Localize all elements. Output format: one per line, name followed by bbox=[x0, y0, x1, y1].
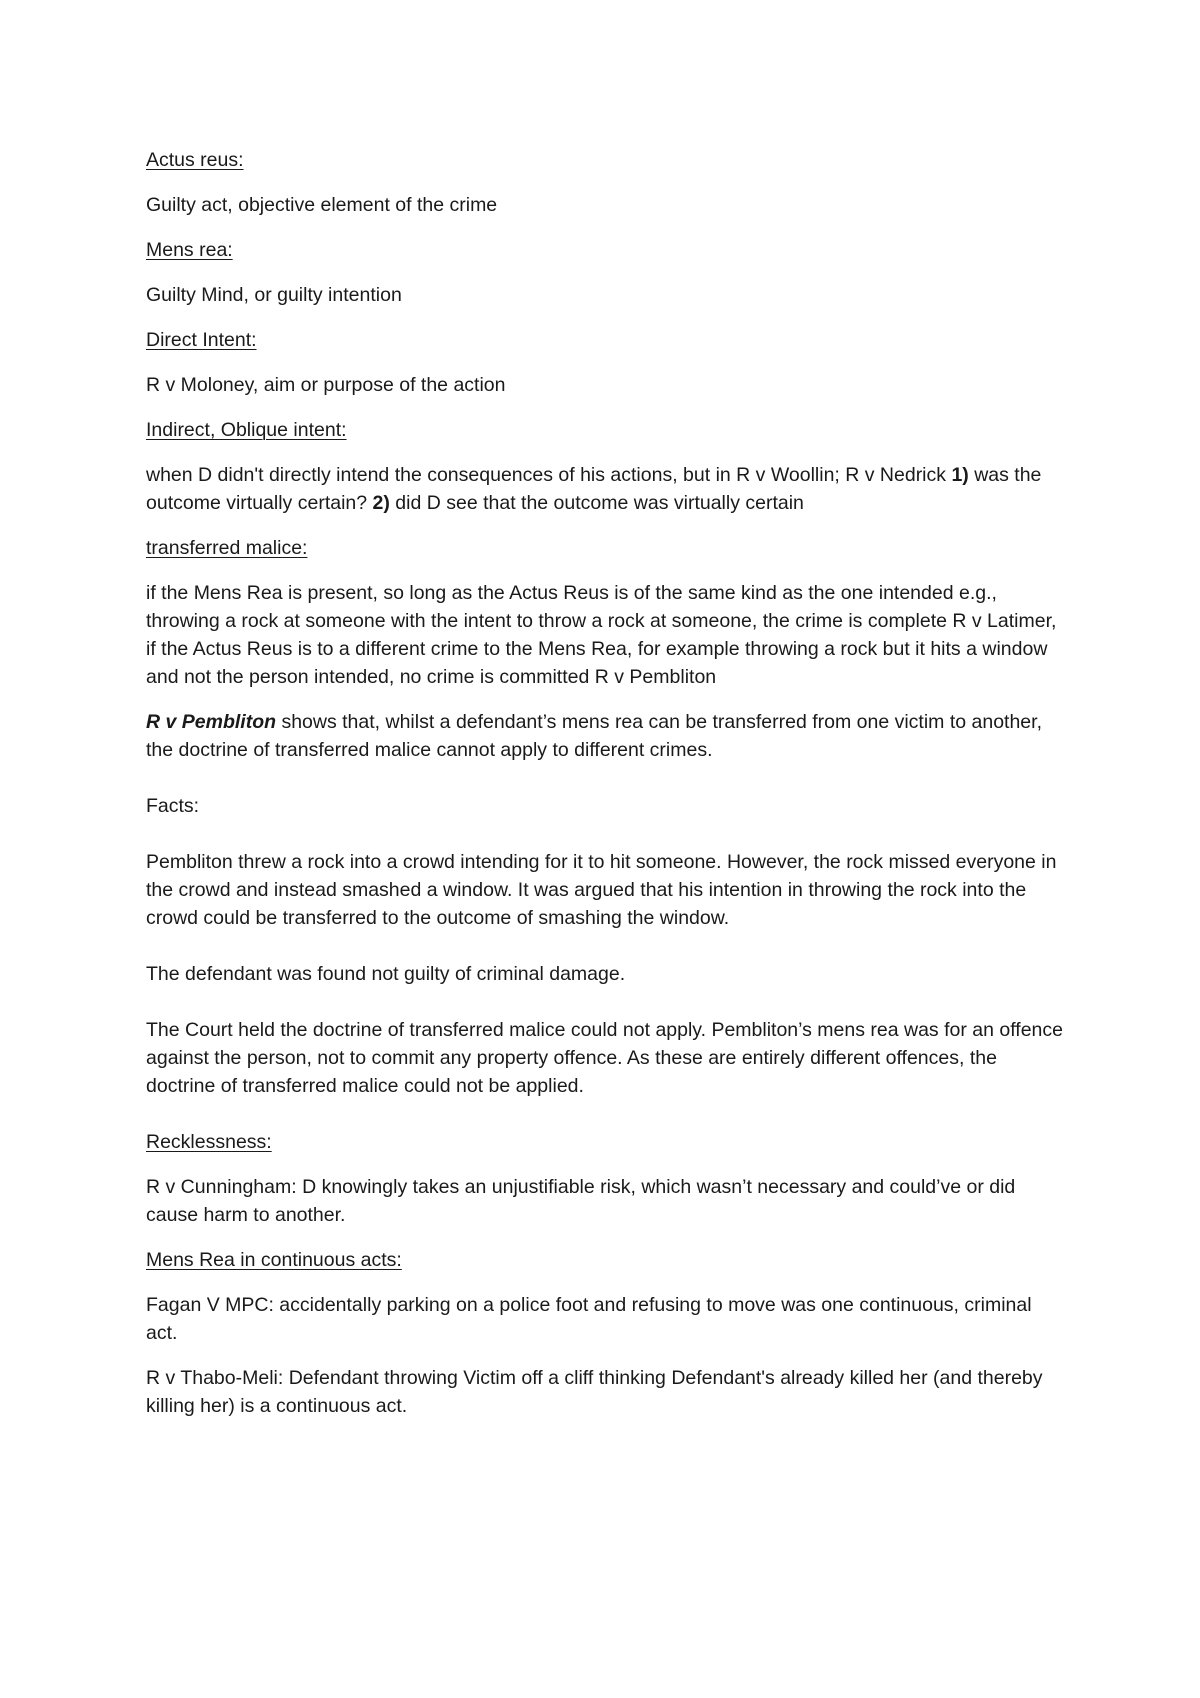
holding-text: The Court held the doctrine of transferred malice could not apply. Pembliton’s mens rea was for an offence against the person, not to commit any property offence. As these are entirely different offences, the doctrine of transferred malice could not be applied. bbox=[146, 1019, 1063, 1097]
pembliton-summary-text: shows that, whilst a defendant’s mens rea can be transferred from one victim to another, the doctrine of transferred malice cannot apply to different crimes. bbox=[146, 711, 1042, 761]
heading-oblique-intent: Indirect, Oblique intent: bbox=[146, 419, 347, 441]
heading-actus-reus: Actus reus: bbox=[146, 149, 244, 171]
actus-reus-definition: Guilty act, objective element of the crime bbox=[146, 194, 498, 216]
direct-intent-definition: R v Moloney, aim or purpose of the action bbox=[146, 374, 506, 396]
continuous-acts-example-thabo-meli: R v Thabo-Meli: Defendant throwing Victim off a cliff thinking Defendant's already killed her (and thereby killing her) is a continuous act. bbox=[146, 1367, 1043, 1417]
oblique-intent-text-2: was the outcome virtually certain? bbox=[146, 464, 1042, 514]
case-name-pembliton: R v Pembliton bbox=[146, 711, 277, 733]
facts-label: Facts: bbox=[146, 795, 200, 817]
mens-rea-definition: Guilty Mind, or guilty intention bbox=[146, 284, 402, 306]
pembliton-summary bbox=[146, 708, 1066, 764]
recklessness-definition: R v Cunningham: D knowingly takes an unjustifiable risk, which wasn’t necessary and could’ve or did cause harm to another. bbox=[146, 1176, 1016, 1226]
document-body bbox=[146, 146, 1066, 1437]
oblique-intent-question-1-number: 1) bbox=[951, 464, 969, 486]
heading-mens-rea: Mens rea: bbox=[146, 239, 233, 261]
oblique-intent-question-2-number: 2) bbox=[372, 492, 390, 514]
oblique-intent-definition bbox=[146, 461, 1066, 517]
heading-direct-intent: Direct Intent: bbox=[146, 329, 257, 351]
transferred-malice-definition: if the Mens Rea is present, so long as the Actus Reus is of the same kind as the one intended e.g., throwing a rock at someone with the intent to throw a rock at someone, the crime is complete R v Latimer, if the Actus Reus is to a different crime to the Mens Rea, for example throwing a rock but it hits a window and not the person intended, no crime is committed R v Pembliton bbox=[146, 582, 1057, 688]
oblique-intent-text-3: did D see that the outcome was virtually certain bbox=[389, 492, 804, 514]
verdict-text: The defendant was found not guilty of criminal damage. bbox=[146, 963, 626, 985]
heading-recklessness: Recklessness: bbox=[146, 1131, 272, 1153]
continuous-acts-example-fagan: Fagan V MPC: accidentally parking on a police foot and refusing to move was one continuous, criminal act. bbox=[146, 1294, 1032, 1344]
heading-continuous-acts: Mens Rea in continuous acts: bbox=[146, 1249, 402, 1271]
oblique-intent-text-1: when D didn't directly intend the consequences of his actions, but in R v Woollin; R v Nedrick bbox=[146, 464, 952, 486]
heading-transferred-malice: transferred malice: bbox=[146, 537, 308, 559]
facts-text: Pembliton threw a rock into a crowd intending for it to hit someone. However, the rock missed everyone in the crowd and instead smashed a window. It was argued that his intention in throwing the rock into the crowd could be transferred to the outcome of smashing the window. bbox=[146, 851, 1057, 929]
